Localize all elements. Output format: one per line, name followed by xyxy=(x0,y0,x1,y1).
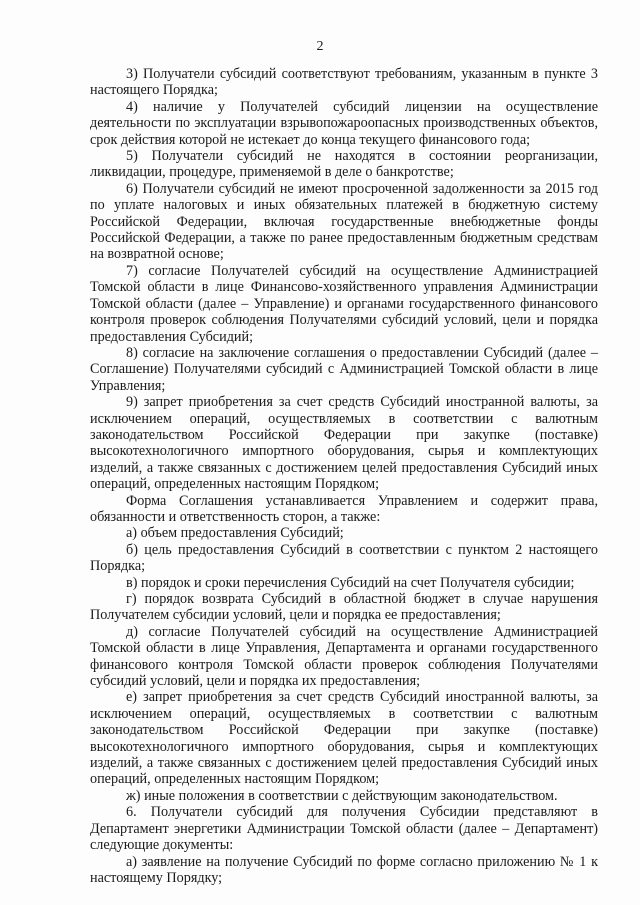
paragraph-subitem-a: а) объем предоставления Субсидий; xyxy=(126,525,344,542)
paragraph-subitem-v: в) порядок и сроки перечисления Субсидий на счет Получателя субсидии; xyxy=(126,574,575,591)
paragraph-item-9: 9) запрет приобретения за счет средств Субсидий иностранной валюты, за исключением операций, осуществляемых в соответствии с валютным законодательством Российской Федерации при закупке (поставке) высокотехнологичного импортного оборудования, сырья и комплектующих изделий, а также связанных с достижением целей предоставления Субсидий иных операций, определенных настоящим Порядком; xyxy=(90,394,598,493)
paragraph-item-6: 6) Получатели субсидий не имеют просроченной задолженности за 2015 год по уплате налоговых и иных обязательных платежей в бюджетную систему Российской Федерации, включая государственные внебюджетные фонды Российской Федерации, а также по ранее предоставленным бюджетным средствам на возвратной основе; xyxy=(90,180,598,263)
paragraph-clause-6: 6. Получатели субсидий для получения Субсидии представляют в Департамент энергетики Администрации Томской области (далее – Департамент) следующие документы: xyxy=(90,804,598,854)
document-body xyxy=(90,66,598,886)
paragraph-item-5: 5) Получатели субсидий не находятся в состоянии реорганизации, ликвидации, процедуре, применяемой в деле о банкротстве; xyxy=(90,148,598,181)
paragraph-clause-6-subitem-a: а) заявление на получение Субсидий по форме согласно приложению № 1 к настоящему Порядку; xyxy=(90,853,598,886)
page-number: 2 xyxy=(316,39,324,54)
paragraph-item-7: 7) согласие Получателей субсидий на осуществление Администрацией Томской области в лице Финансово-хозяйственного управления Администрации Томской области (далее – Управление) и органами государственного финансового контроля проверок соблюдения Получателями субсидий условий, цели и порядка предоставления Субсидий; xyxy=(90,262,598,345)
paragraph-subitem-e: е) запрет приобретения за счет средств Субсидий иностранной валюты, за исключением операций, осуществляемых в соответствии с валютным законодательством Российской Федерации при закупке (поставке) высокотехнологичного импортного оборудования, сырья и комплектующих изделий, а также связанных с достижением целей предоставления Субсидий иных операций, определенных настоящим Порядком; xyxy=(90,689,598,788)
paragraph-subitem-b: б) цель предоставления Субсидий в соответствии с пунктом 2 настоящего Порядка; xyxy=(90,541,598,575)
paragraph-item-8: 8) согласие на заключение соглашения о предоставлении Субсидий (далее – Соглашение) Получателями субсидий с Администрацией Томской области в лице Управления; xyxy=(90,344,598,394)
paragraph-subitem-zh: ж) иные положения в соответствии с действующим законодательством. xyxy=(126,787,558,804)
paragraph-item-4: 4) наличие у Получателей субсидий лицензии на осуществление деятельности по эксплуатации взрывопожароопасных производственных объектов, срок действия которой не истекает до конца текущего финансового года; xyxy=(90,98,598,148)
paragraph-agreement-form: Форма Соглашения устанавливается Управлением и содержит права, обязанности и ответственность сторон, а также: xyxy=(90,492,598,525)
paragraph-subitem-d: д) согласие Получателей субсидий на осуществление Администрацией Томской области в лице Управления, Департамента и органами государственного финансового контроля Томской области проверок соблюдения Получателями субсидий условий, цели и порядка их предоставления; xyxy=(90,623,598,690)
paragraph-subitem-g: г) порядок возврата Субсидий в областной бюджет в случае нарушения Получателем субсидии условий, цели и порядка ее предоставления; xyxy=(90,591,598,624)
paragraph-item-3: 3) Получатели субсидий соответствуют требованиям, указанным в пункте 3 настоящего Порядка; xyxy=(90,66,598,99)
